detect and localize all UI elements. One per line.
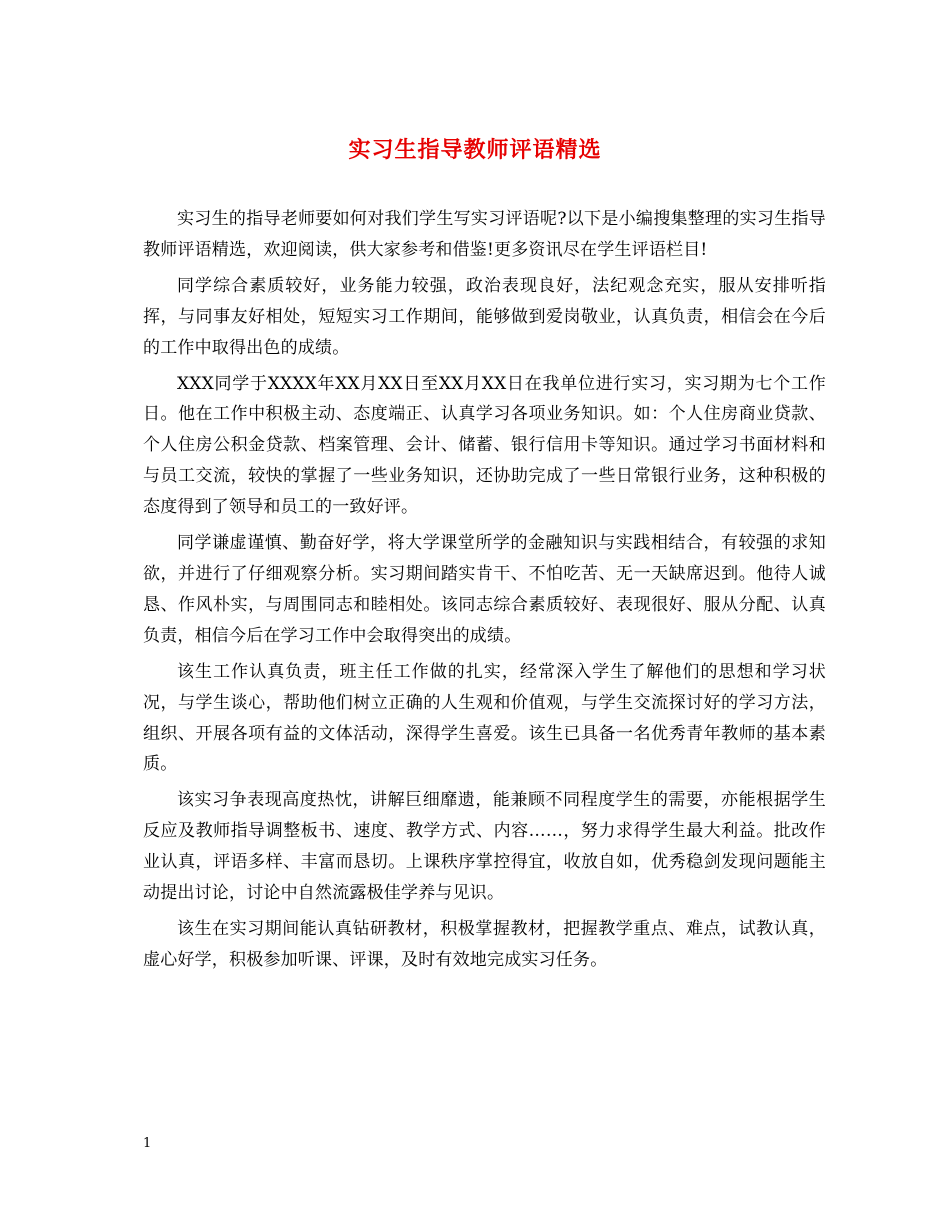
paragraph-comment-4: 该生工作认真负责，班主任工作做的扎实，经常深入学生了解他们的思想和学习状况，与学生谈心，帮助他们树立正确的人生观和价值观，与学生交流探讨好的学习方法，组织、开展各项有益的文体活动，深得学生喜爱。该生已具备一名优秀青年教师的基本素质。 <box>143 661 826 775</box>
page-title: 实习生指导教师评语精选 <box>348 137 602 163</box>
paragraph-comment-6: 该生在实习期间能认真钻研教材，积极掌握教材，把握教学重点、难点，试教认真，虚心好学，积极参加听课、评课，及时有效地完成实习任务。 <box>143 918 826 970</box>
paragraph-comment-2: XXX同学于XXXX年XX月XX日至XX月XX日在我单位进行实习，实习期为七个工作日。他在工作中积极主动、态度端正、认真学习各项业务知识。如：个人住房商业贷款、个人住房公积金贷款、档案管理、会计、储蓄、银行信用卡等知识。通过学习书面材料和与员工交流，较快的掌握了一些业务知识，还协助完成了一些日常银行业务，这种积极的态度得到了领导和员工的一致好评。 <box>143 373 826 518</box>
page-number: 1 <box>143 1136 152 1151</box>
paragraph-comment-5: 该实习争表现高度热忱，讲解巨细靡遗，能兼顾不同程度学生的需要，亦能根据学生反应及教师指导调整板书、速度、教学方式、内容……，努力求得学生最大利益。批改作业认真，评语多样、丰富而恳切。上课秩序掌控得宜，收放自如，优秀稳剑发现问题能主动提出讨论，讨论中自然流露极佳学养与见识。 <box>143 790 826 904</box>
paragraph-intro: 实习生的指导老师要如何对我们学生写实习评语呢?以下是小编搜集整理的实习生指导教师评语精选，欢迎阅读，供大家参考和借鉴!更多资讯尽在学生评语栏目! <box>143 209 826 260</box>
paragraph-comment-1: 同学综合素质较好，业务能力较强，政治表现良好，法纪观念充实，服从安排听指挥，与同事友好相处，短短实习工作期间，能够做到爱岗敬业，认真负责，相信会在今后的工作中取得出色的成绩。 <box>143 275 826 358</box>
document-body <box>143 204 826 981</box>
paragraph-comment-3: 同学谦虚谨慎、勤奋好学，将大学课堂所学的金融知识与实践相结合，有较强的求知欲，并进行了仔细观察分析。实习期间踏实肯干、不怕吃苦、无一天缺席迟到。他待人诚恳、作风朴实，与周围同志和睦相处。该同志综合素质较好、表现很好、服从分配、认真负责，相信今后在学习工作中会取得突出的成绩。 <box>143 533 826 646</box>
